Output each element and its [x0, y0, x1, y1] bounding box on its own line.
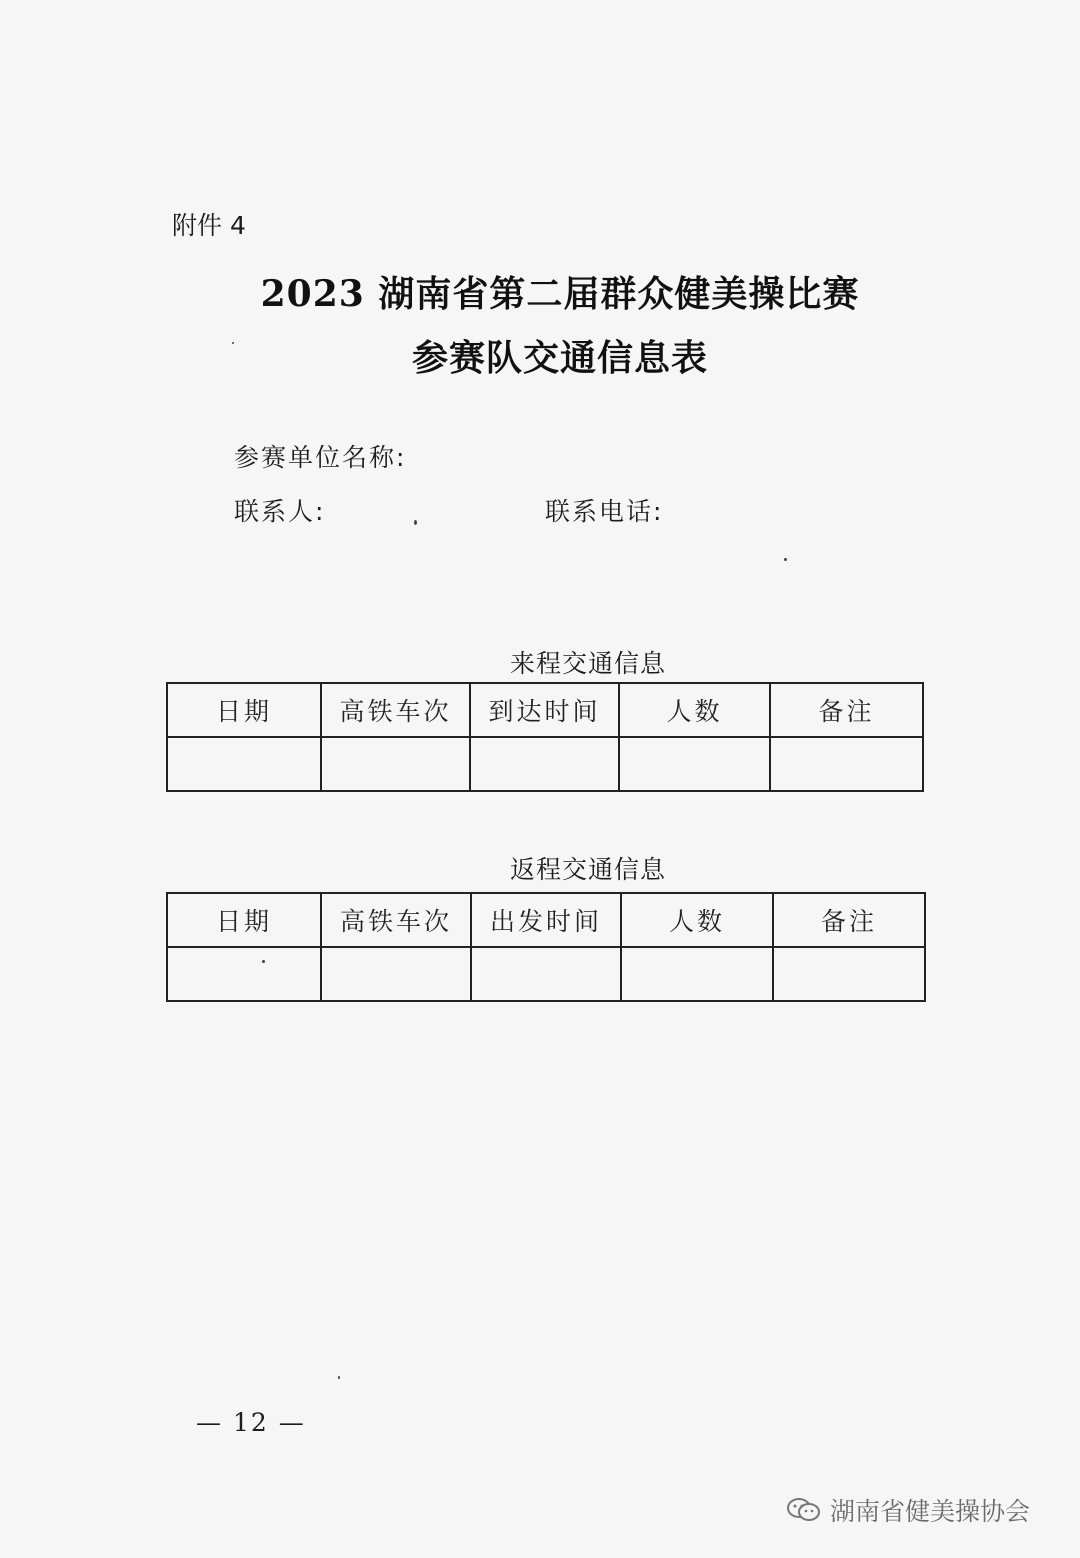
cell-train-number[interactable]: [321, 737, 470, 791]
departure-section-title: 返程交通信息: [509, 855, 666, 884]
wechat-icon: [786, 1497, 822, 1523]
header-remarks: 备注: [773, 893, 925, 947]
header-date: 日期: [167, 893, 321, 947]
header-headcount: 人数: [619, 683, 770, 737]
table-row: [167, 947, 925, 1001]
watermark: [786, 1492, 1030, 1528]
cell-date[interactable]: [167, 947, 321, 1001]
arrival-section-title: 来程交通信息: [509, 649, 666, 678]
scan-speck: [338, 1376, 340, 1379]
table-header-row: [167, 893, 925, 947]
cell-headcount[interactable]: [621, 947, 773, 1001]
header-train-number: 高铁车次: [321, 683, 470, 737]
table-header-row: [167, 683, 923, 737]
cell-departure-time[interactable]: [471, 947, 621, 1001]
header-train-number: 高铁车次: [321, 893, 471, 947]
contact-person-label: 联系人:: [234, 497, 326, 526]
scan-speck: [784, 558, 787, 561]
unit-name-label: 参赛单位名称:: [234, 443, 407, 472]
attachment-label: 附件 4: [172, 211, 246, 240]
header-remarks: 备注: [770, 683, 923, 737]
contact-phone-label: 联系电话:: [545, 497, 664, 526]
cell-remarks[interactable]: [770, 737, 923, 791]
header-arrival-time: 到达时间: [470, 683, 619, 737]
cell-date[interactable]: [167, 737, 321, 791]
scan-speck: [414, 520, 417, 525]
departure-table: [166, 892, 926, 1002]
scan-speck: [262, 960, 265, 963]
header-date: 日期: [167, 683, 321, 737]
arrival-table: [166, 682, 924, 792]
document-title-line-2: 参赛队交通信息表: [411, 337, 708, 379]
document-title-line-1: 2023 湖南省第二届群众健美操比赛: [260, 273, 860, 315]
header-headcount: 人数: [621, 893, 773, 947]
table-row: [167, 737, 923, 791]
cell-arrival-time[interactable]: [470, 737, 619, 791]
cell-headcount[interactable]: [619, 737, 770, 791]
header-departure-time: 出发时间: [471, 893, 621, 947]
watermark-text: 湖南省健美操协会: [830, 1497, 1031, 1526]
cell-train-number[interactable]: [321, 947, 471, 1001]
scan-speck: [232, 342, 234, 344]
cell-remarks[interactable]: [773, 947, 925, 1001]
page-number: — 12 —: [196, 1408, 306, 1437]
